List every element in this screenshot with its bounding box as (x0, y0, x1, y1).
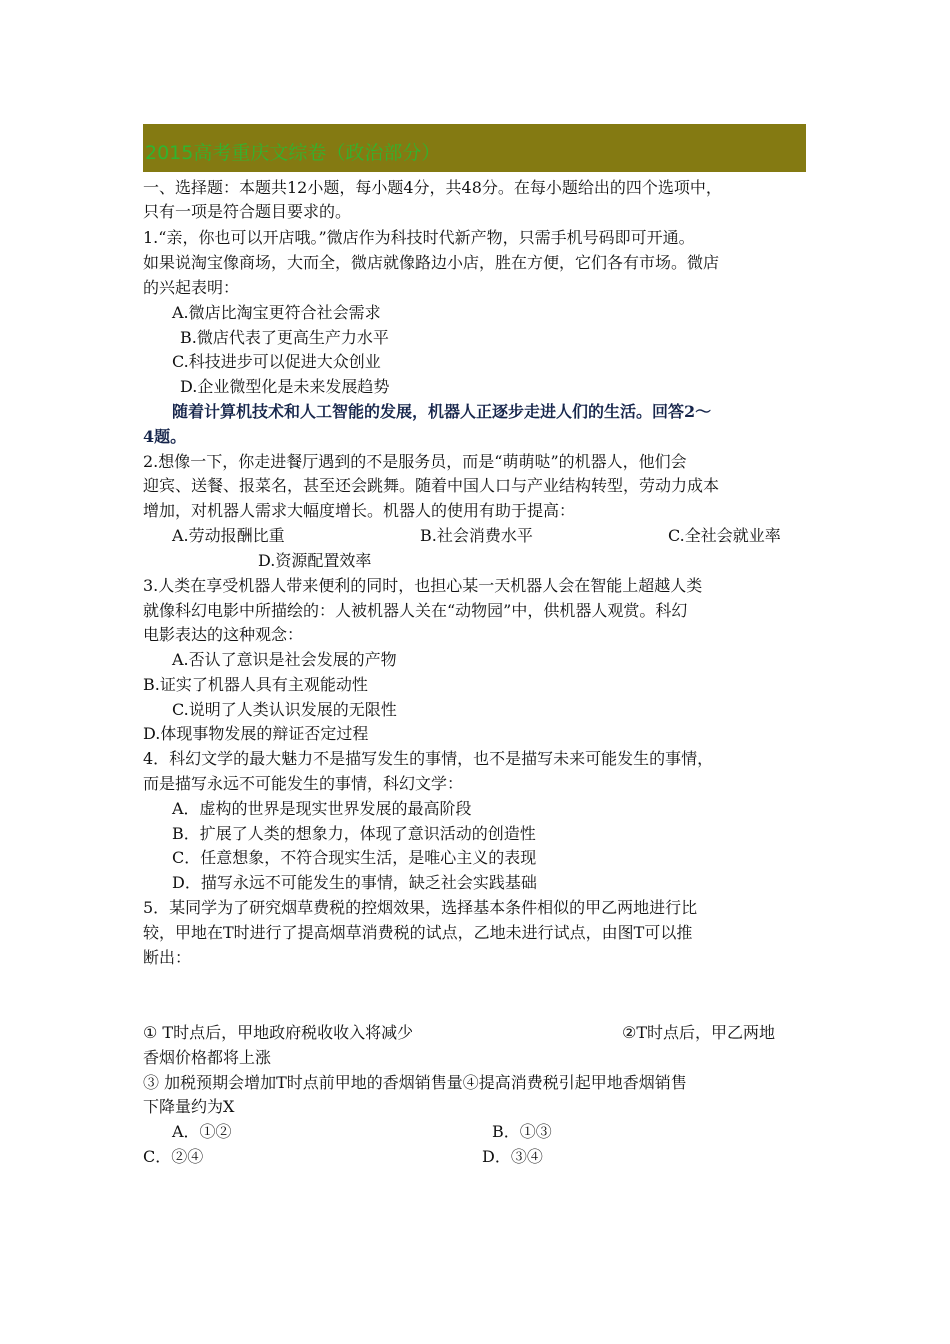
option-d: D．描写永远不可能发生的事情，缺乏社会实践基础 (172, 873, 537, 892)
option-d: D.体现事物发展的辩证否定过程 (143, 724, 369, 743)
option-c: C.科技进步可以促进大众创业 (172, 352, 381, 371)
option-a: A.劳动报酬比重 (172, 526, 285, 545)
statement-1: ① T时点后，甲地政府税收收入将减少 (143, 1023, 414, 1042)
title-banner (143, 124, 806, 172)
text-line: 如果说淘宝像商场，大而全，微店就像路边小店，胜在方便，它们各有市场。微店 (143, 253, 720, 272)
question-1-text: 1.“亲，你也可以开店哦。”微店作为科技时代新产物，只需手机号码即可开通。 (143, 228, 695, 247)
material-intro-cont: 4题。 (143, 427, 187, 446)
option-d: D.企业微型化是未来发展趋势 (180, 377, 390, 396)
option-c: C.全社会就业率 (668, 526, 781, 545)
text-line: 断出： (143, 948, 192, 967)
option-c: C.说明了人类认识发展的无限性 (172, 700, 397, 719)
text-line: 下降量约为X (143, 1097, 235, 1116)
option-b: B.社会消费水平 (420, 526, 533, 545)
text-line: 较，甲地在T时进行了提高烟草消费税的试点，乙地未进行试点，由图T可以推 (143, 923, 693, 942)
page-title: 2015高考重庆文综卷（政治部分） (145, 142, 441, 164)
question-3-text: 3.人类在享受机器人带来便利的同时，也担心某一天机器人会在智能上超越人类 (143, 576, 703, 595)
question-2-text: 2.想像一下，你走进餐厅遇到的不是服务员，而是“萌萌哒”的机器人，他们会 (143, 452, 687, 471)
text-line: 的兴起表明： (143, 278, 240, 297)
option-a: A.微店比淘宝更符合社会需求 (172, 303, 381, 322)
option-d: D．③④ (482, 1147, 543, 1166)
option-b: B．扩展了人类的想象力，体现了意识活动的创造性 (172, 824, 536, 843)
option-b: B．①③ (492, 1122, 552, 1141)
question-5-text: 5．某同学为了研究烟草费税的控烟效果，选择基本条件相似的甲乙两地进行比 (143, 898, 698, 917)
option-c: C．任意想象，不符合现实生活，是唯心主义的表现 (172, 848, 537, 867)
option-c: C．②④ (143, 1147, 204, 1166)
text-line: 迎宾、送餐、报菜名，甚至还会跳舞。随着中国人口与产业结构转型，劳动力成本 (143, 476, 720, 495)
option-a: A.否认了意识是社会发展的产物 (172, 650, 397, 669)
text-line: 只有一项是符合题目要求的。 (143, 202, 352, 221)
text-line: 就像科幻电影中所描绘的：人被机器人关在“动物园”中，供机器人观赏。科幻 (143, 601, 688, 620)
option-b: B.证实了机器人具有主观能动性 (143, 675, 368, 694)
text-line: 香烟价格都将上涨 (143, 1048, 272, 1067)
option-d: D.资源配置效率 (258, 551, 372, 570)
option-a: A．①② (172, 1122, 232, 1141)
statement-3-4: ③ 加税预期会增加T时点前甲地的香烟销售量④提高消费税引起甲地香烟销售 (143, 1073, 687, 1092)
text-line: 而是描写永远不可能发生的事情，科幻文学： (143, 774, 464, 793)
material-intro: 随着计算机技术和人工智能的发展，机器人正逐步走进人们的生活。回答2～ (172, 402, 712, 421)
text-line: 增加，对机器人需求大幅度增长。机器人的使用有助于提高： (143, 501, 576, 520)
question-4-text: 4．科幻文学的最大魅力不是描写发生的事情，也不是描写未来可能发生的事情， (143, 749, 714, 768)
option-a: A．虚构的世界是现实世界发展的最高阶段 (172, 799, 472, 818)
section-heading: 一、选择题：本题共12小题，每小题4分，共48分。在每小题给出的四个选项中， (143, 178, 722, 197)
text-line: 电影表达的这种观念： (143, 625, 304, 644)
option-b: B.微店代表了更高生产力水平 (180, 328, 389, 347)
statement-2: ②T时点后，甲乙两地 (622, 1023, 776, 1042)
